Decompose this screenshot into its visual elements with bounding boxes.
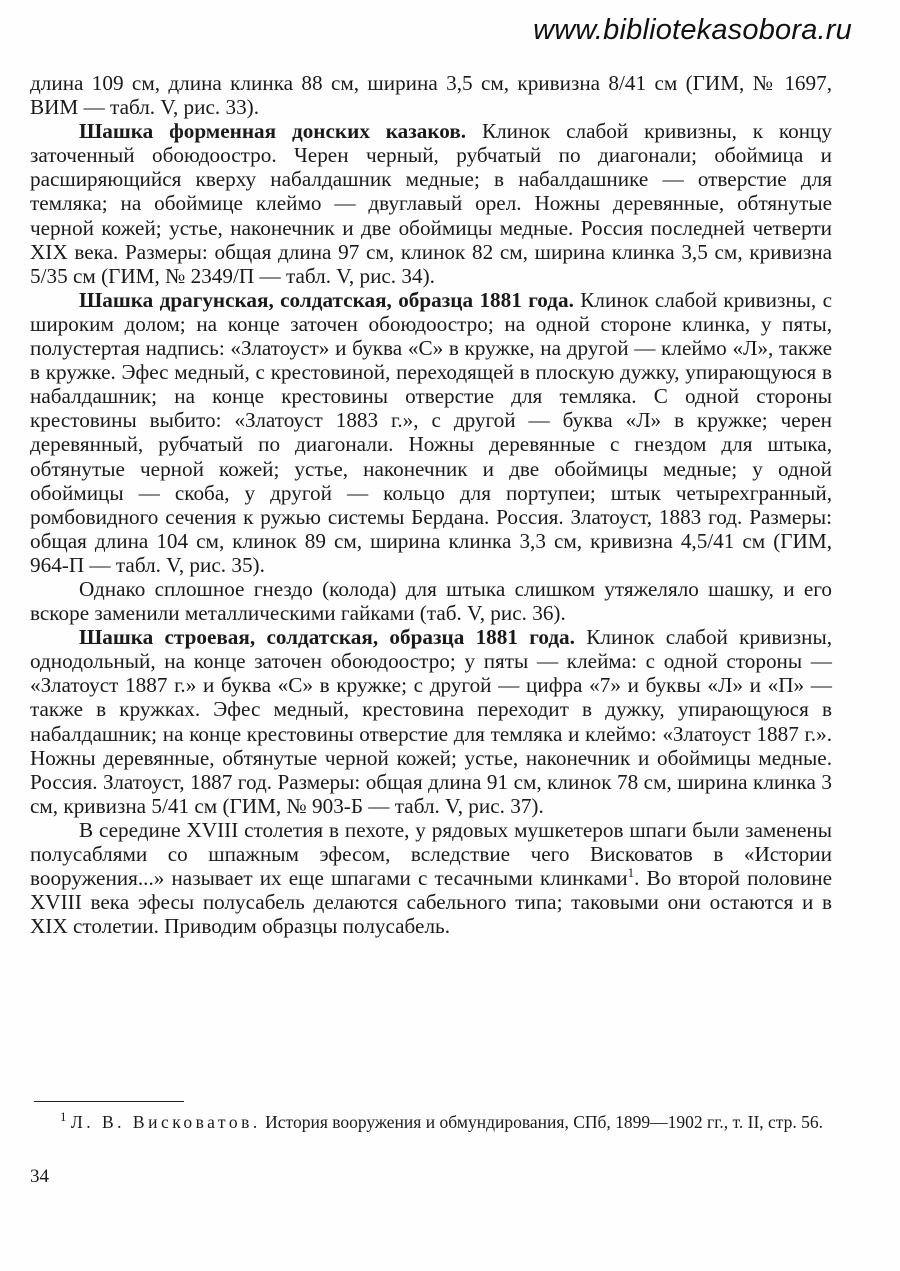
site-watermark: www.bibliotekasobora.ru (533, 14, 852, 46)
page-number: 34 (30, 1166, 49, 1187)
paragraph-half-sabres (30, 818, 832, 938)
paragraph-dragoon-shashka (30, 288, 832, 577)
footnote-divider (34, 1101, 184, 1102)
paragraph-continuation (30, 71, 832, 119)
entry-heading: Шашка драгунская, солдатская, образца 1881 года. (79, 287, 574, 312)
paragraph-text: Клинок слабой кривизны, однодольный, на конце заточен обоюдоостро; у пяты — клейма: с одной стороны — «Златоуст 1887 г.» и буква «С» в кружке; с другой — цифра «7» и буквы «Л» и «П» — также в кружках. Эфес медный, крестовина переходит в дужку, упирающуюся в набалдашник; на конце крестовины отверстие для темляка и клеймо: «Златоуст 1887 г.». Ножны деревянные, обтянутые черной кожей; устье, наконечник и обоймицы медные. Россия. Златоуст, 1887 год. Размеры: общая длина 91 см, клинок 78 см, ширина клинка 3 см, кривизна 5/41 см (ГИМ, № 903-Б — табл. V, рис. 37). (30, 625, 832, 818)
entry-heading: Шашка строевая, солдатская, образца 1881 года. (79, 625, 575, 650)
paragraph-text: длина 109 см, длина клинка 88 см, ширина 3,5 см, кривизна 8/41 см (ГИМ, № 1697, ВИМ — табл. V, рис. 33). (30, 71, 832, 120)
footnote-author: Л. В. Висковатов. (70, 1112, 261, 1132)
paragraph-text: В середине XVIII столетия в пехоте, у рядовых мушкетеров шпаги были заменены полусаблями со шпажным эфесом, вследствие чего Висковатов в «Истории вооружения...» называет их еще шпагами с тесачными клинками (30, 817, 832, 891)
footnote (30, 1110, 830, 1134)
paragraph-text: Однако сплошное гнездо (колода) для штыка слишком утяжеляло шашку, и его вскоре заменили металлическими гайками (таб. V, рис. 36). (30, 576, 832, 626)
paragraph-text: Клинок слабой кривизны, с широким долом; на конце заточен обоюдоостро; на одной стороне клинка, у пяты, полустертая надпись: «Златоуст» и буква «С» в кружке, на другой — клеймо «Л», также в кружке. Эфес медный, с крестовиной, переходящей в плоскую дужку, упирающуюся в набалдашник; на конце крестовины отверстие для темляка. С одной стороны крестовины выбито: «Златоуст 1883 г.», с другой — буква «Л» в кружке; черен деревянный, рубчатый по диагонали. Ножны деревянные с гнездом для штыка, обтянутые черной кожей; устье, наконечник и две обоймицы медные; у одной обоймицы — скоба, у другой — кольцо для портупеи; штык четырехгранный, ромбовидного сечения к ружью системы Бердана. Россия. Златоуст, 1883 год. Размеры: общая длина 104 см, клинок 89 см, ширина клинка 3,3 см, кривизна 4,5/41 см (ГИМ, 964-П — табл. V, рис. 35). (30, 287, 832, 577)
footnote-mark: 1 (60, 1109, 67, 1125)
footnote-reference[interactable]: 1 (627, 865, 635, 881)
paragraph-text-continued: . Во второй половине XVIII века эфесы полусабель делаются сабельного типа; таковыми они остаются и в XIX столетии. Приводим образцы полусабель. (30, 866, 832, 939)
footnote-text: История вооружения и обмундирования, СПб, 1899—1902 гг., т. II, стр. 56. (260, 1112, 824, 1132)
paragraph-don-cossack-shashka (30, 119, 832, 288)
entry-heading: Шашка форменная донских казаков. (79, 119, 467, 144)
page-body (30, 71, 832, 938)
paragraph-line-infantry-shashka (30, 625, 832, 818)
paragraph-text: Клинок слабой кривизны, к концу заточенный обоюдоостро. Черен черный, рубчатый по диагонали; обоймица и расширяющийся кверху набалдашник медные; в набалдашнике — отверстие для темляка; на обоймице клеймо — двуглавый орел. Ножны деревянные, обтянутые черной кожей; устье, наконечник и две обоймицы медные. Россия последней четверти XIX века. Размеры: общая длина 97 см, клинок 82 см, ширина клинка 3,5 см, кривизна 5/35 см (ГИМ, № 2349/П — табл. V, рис. 34). (30, 119, 832, 288)
paragraph-bayonet-note (30, 577, 832, 625)
footnote-line (30, 1110, 830, 1134)
